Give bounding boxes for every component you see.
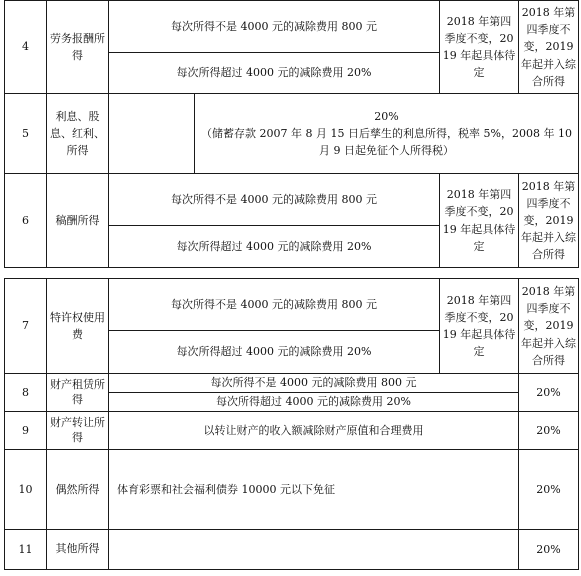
deduction-line-2: 每次所得超过 4000 元的减除费用 20% (109, 331, 440, 374)
interest-rate-cell (195, 94, 579, 174)
deduction-line-1: 每次所得不是 4000 元的减除费用 800 元 (109, 279, 440, 331)
income-type: 劳务报酬所得 (47, 1, 109, 94)
rate-cell: 20% (519, 450, 579, 530)
policy-note: 2018 年第四季度不变，2019 年起具体待定 (440, 174, 519, 268)
row-number: 10 (5, 450, 47, 530)
income-type: 利息、股息、红利、所得 (47, 94, 109, 174)
row-number: 9 (5, 412, 47, 450)
tax-table-2 (4, 278, 579, 570)
table-row-8 (5, 374, 579, 393)
income-type: 其他所得 (47, 530, 109, 570)
deduction-line-1: 每次所得不是 4000 元的减除费用 800 元 (109, 1, 440, 53)
policy-note: 2018 年第四季度不变，2019 年起具体待定 (440, 279, 519, 374)
income-type: 财产租赁所得 (47, 374, 109, 412)
deduction-line-2: 每次所得超过 4000 元的减除费用 20% (109, 53, 440, 94)
income-type: 偶然所得 (47, 450, 109, 530)
deduction-line-1: 每次所得不是 4000 元的减除费用 800 元 (109, 174, 440, 226)
policy-note: 2018 年第四季度不变，2019 年起具体待定 (440, 1, 519, 94)
income-type: 稿酬所得 (47, 174, 109, 268)
row-number: 6 (5, 174, 47, 268)
row-number: 11 (5, 530, 47, 570)
deduction-line-2: 每次所得超过 4000 元的减除费用 20% (109, 226, 440, 268)
deduction-line-1: 每次所得不是 4000 元的减除费用 800 元 (109, 374, 519, 393)
row-number: 5 (5, 94, 47, 174)
table-row-10 (5, 450, 579, 530)
rate-note: （储蓄存款 2007 年 8 月 15 日后孳生的利息所得，税率 5%，2008 年 10 月 9 日起免征个人所得税） (201, 126, 572, 158)
deduction-line-2: 每次所得超过 4000 元的减除费用 20% (109, 393, 519, 412)
table-row-5 (5, 94, 579, 174)
blank-cell (109, 94, 195, 174)
row-number: 7 (5, 279, 47, 374)
deduction-desc (109, 530, 519, 570)
table-row-7 (5, 279, 579, 331)
future-note: 2018 年第四季度不变，2019 年起并入综合所得 (519, 1, 579, 94)
table-row-9 (5, 412, 579, 450)
rate-cell: 20% (519, 530, 579, 570)
future-note: 2018 年第四季度不变，2019 年起并入综合所得 (519, 174, 579, 268)
future-note: 2018 年第四季度不变，2019 年起并入综合所得 (519, 279, 579, 374)
table-row-11 (5, 530, 579, 570)
rate-value: 20% (374, 109, 399, 123)
row-number: 4 (5, 1, 47, 94)
rate-cell: 20% (519, 412, 579, 450)
table-row-6 (5, 174, 579, 226)
deduction-desc: 体育彩票和社会福利债券 10000 元以下免征 (109, 450, 519, 530)
tax-table-1 (4, 0, 579, 268)
table-row-4 (5, 1, 579, 53)
income-type: 财产转让所得 (47, 412, 109, 450)
income-type: 特许权使用费 (47, 279, 109, 374)
rate-cell: 20% (519, 374, 579, 412)
deduction-desc: 以转让财产的收入额减除财产原值和合理费用 (109, 412, 519, 450)
row-number: 8 (5, 374, 47, 412)
